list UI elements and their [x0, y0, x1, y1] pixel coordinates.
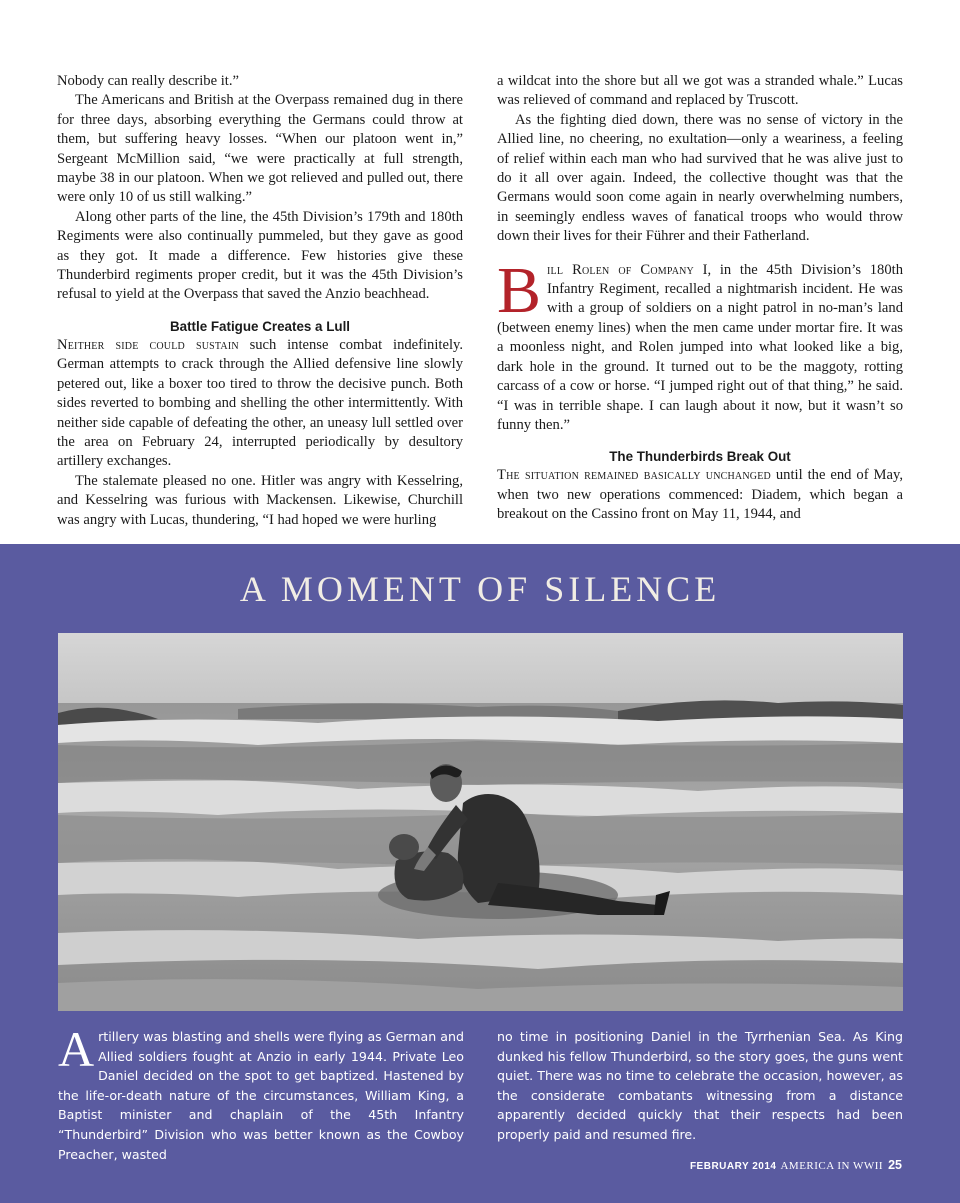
- page-footer: [690, 1156, 902, 1174]
- lead-in: Neither side could sustain: [57, 336, 239, 353]
- drop-cap: B: [497, 253, 542, 327]
- paragraph: As the fighting died down, there was no sense of victory in the Allied line, no cheering, no exultation—only a weariness, a feeling of relief within each man who had survived that he was alive just to do it all over again. Indeed, the collective thought was that the Germans would soon come again in nearly overwhelming numbers, in seemingly endless waves of fanatical troops who would throw down their lives for their Führer and their Fatherland.: [497, 111, 903, 245]
- paragraph: [497, 466, 903, 524]
- drop-cap: A: [58, 1021, 95, 1077]
- paragraph: The stalemate pleased no one. Hitler was angry with Kesselring, and Kesselring was furious with Mackensen. Likewise, Churchill was angry with Lucas, thundering, “I had hoped we were hurling: [57, 472, 463, 528]
- paragraph-text: I, in the 45th Division’s 180th Infantry Regiment, recalled a nightmarish incident. He was with a group of soldiers on a night patrol in no-man’s land (between enemy lines) when the men came under mortar fire. It was a moonless night, and Rolen jumped into what looked like a big, dark hole in the ground. It turned out to be the maggoty, rotting carcass of a cow or horse. “I jumped right out of that thing,” he said. “I was in terrible shape. I can laugh about it now, but it wasn’t so funny then.”: [497, 261, 903, 433]
- magazine-name: AMERICA IN WWII: [780, 1160, 884, 1172]
- page-number: 25: [888, 1158, 902, 1172]
- paragraph-text: such intense combat indefinitely. German attempts to crack through the Allied defensive line slowly petered out, like a boxer too tired to throw the decisive punch. Both sides reverted to bombing and shelling the other intermittently. With neither side capable of defeating the other, an uneasy lull settled over the area on February 24, interrupted periodically by desultory artillery exchanges.: [57, 336, 463, 470]
- sidebar-title: A MOMENT OF SILENCE: [239, 569, 721, 609]
- baptism-photo: [58, 633, 903, 1011]
- caption-text: no time in positioning Daniel in the Tyrrhenian Sea. As King dunked his fellow Thunderbird, so the story goes, the guns went quiet. There was no time to celebrate the occasion, however, as the considerate combatants witnessing from a distance apparently decided quickly that their respects had been properly paid and resumed fire.: [497, 1029, 903, 1142]
- photo-caption-left: [58, 1021, 464, 1164]
- paragraph: [57, 336, 463, 472]
- paragraph: Along other parts of the line, the 45th Division’s 179th and 180th Regiments were also continually pummeled, but they gave as good as they got. It made a difference. Few histories give these Thunderbird regiments proper credit, but it was the 45th Division’s refusal to yield at the Overpass that saved the Anzio beachhead.: [57, 208, 463, 303]
- section-heading: Battle Fatigue Creates a Lull: [169, 318, 351, 334]
- paragraph-text: until the end of May, when two new operations commenced: Diadem, which began a breakout on the Cassino front on May 11, 1944, and: [497, 467, 903, 523]
- section-heading: The Thunderbirds Break Out: [609, 449, 791, 465]
- caption-text: [58, 1021, 464, 1164]
- photo-caption-right: [497, 1027, 903, 1145]
- paragraph: Nobody can really describe it.”: [57, 73, 239, 89]
- issue-date: FEBRUARY 2014: [689, 1161, 777, 1172]
- paragraph: a wildcat into the shore but all we got was a stranded whale.” Lucas was relieved of command and replaced by Truscott.: [497, 73, 903, 109]
- article-column-right: [497, 72, 903, 525]
- lead-in: ill Rolen of Company: [547, 261, 694, 278]
- article-column-left: [57, 72, 463, 530]
- lead-in: The situation remained basically unchanged: [497, 467, 771, 484]
- paragraph: [497, 253, 903, 436]
- paragraph: The Americans and British at the Overpass remained dug in there for three days, absorbing everything the Germans could throw at them, but suffering heavy losses. “When our platoon went in,” Sergeant McMillion said, “we were practically at full strength, maybe 38 in our platoon. When we got relieved and pulled out, there were only 10 of us still walking.”: [57, 92, 463, 206]
- caption-body: rtillery was blasting and shells were flying as German and Allied soldiers fought at Anzio in early 1944. Private Leo Daniel decided on the spot to get baptized. Hastened by the life-or-death nature of the circumstances, William King, a Baptist minister and chaplain of the 45th Infantry “Thunderbird” Division who was better known as the Cowboy Preacher, wasted: [58, 1029, 464, 1162]
